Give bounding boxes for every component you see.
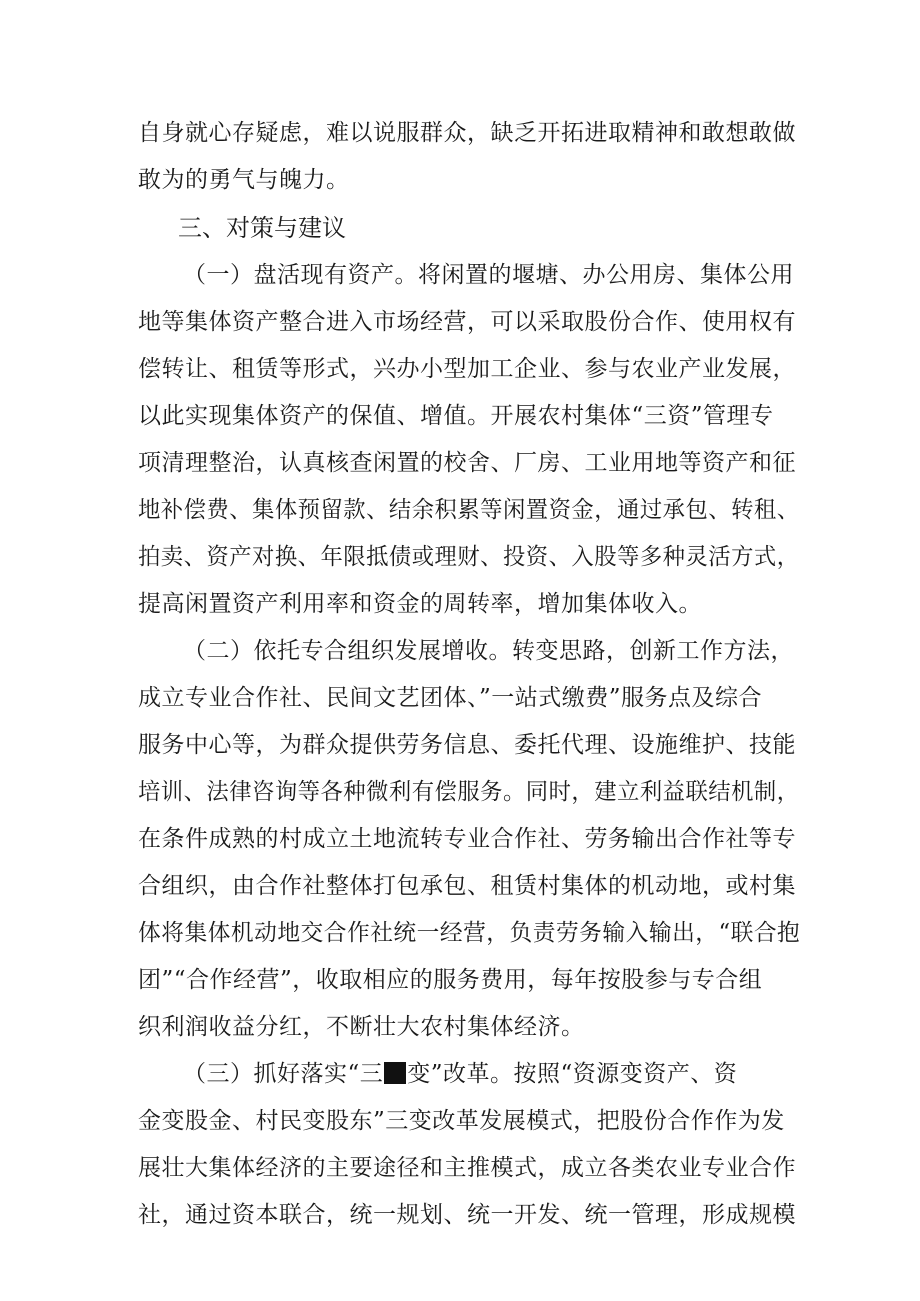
para3-line: 社，通过资本联合，统一规划、统一开发、统一管理，形成规模 — [138, 1202, 796, 1228]
para2-line: 服务中心等，为群众提供劳务信息、委托代理、设施维护、技能 — [138, 732, 796, 758]
para2-line: 培训、法律咨询等各种微利有偿服务。同时，建立利益联结机制， — [138, 779, 800, 805]
para3-line-1 — [183, 1059, 737, 1089]
para1-line: 提高闲置资产利用率和资金的周转率，增加集体收入。 — [138, 591, 702, 617]
para2-line: （二）依托专合组织发展增收。转变思路，创新工作方法， — [183, 638, 794, 664]
para2-line: 体将集体机动地交合作社统一经营，负责劳务输入输出，“联合抱 — [138, 920, 801, 946]
para2-line: 织利润收益分红，不断壮大农村集体经济。 — [138, 1014, 585, 1040]
para2-line: 合组织，由合作社整体打包承包、租赁村集体的机动地，或村集 — [138, 873, 796, 899]
redaction-block — [384, 1062, 406, 1084]
para1-line: 拍卖、资产对换、年限抵债或理财、投资、入股等多种灵活方式， — [138, 544, 800, 570]
para3-line: 金变股金、村民变股东”三变改革发展模式，把股份合作作为发 — [138, 1108, 785, 1134]
intro-line-1: 自身就心存疑虑，难以说服群众，缺乏开拓进取精神和敢想敢做 — [138, 120, 796, 146]
para3-line: 展壮大集体经济的主要途径和主推模式，成立各类农业专业合作 — [138, 1155, 796, 1181]
intro-line-2: 敢为的勇气与魄力。 — [138, 167, 350, 193]
para1-line: 以此实现集体资产的保值、增值。开展农村集体“三资”管理专 — [138, 403, 774, 429]
para2-line: 在条件成熟的村成立土地流转专业合作社、劳务输出合作社等专 — [138, 826, 796, 852]
section-heading: 三、对策与建议 — [178, 214, 346, 242]
para3-line-1-end: 变”改革。按照“资源变资产、资 — [407, 1061, 738, 1087]
para2-line: 团”“合作经营”，收取相应的服务费用，每年按股参与专合组 — [138, 967, 763, 993]
para1-line: 地等集体资产整合进入市场经营，可以采取股份合作、使用权有 — [138, 309, 796, 335]
para1-line: （一）盘活现有资产。将闲置的堰塘、办公用房、集体公用 — [183, 262, 794, 288]
para1-line: 偿转让、租赁等形式，兴办小型加工企业、参与农业产业发展， — [138, 356, 796, 382]
para3-line-1-start: （三）抓好落实“三 — [183, 1061, 384, 1087]
para2-line: 成立专业合作社、民间文艺团体、”一站式缴费”服务点及综合 — [138, 685, 763, 711]
para1-line: 项清理整治，认真核查闲置的校舍、厂房、工业用地等资产和征 — [138, 450, 796, 476]
para1-line: 地补偿费、集体预留款、结余积累等闲置资金，通过承包、转租、 — [138, 497, 800, 523]
